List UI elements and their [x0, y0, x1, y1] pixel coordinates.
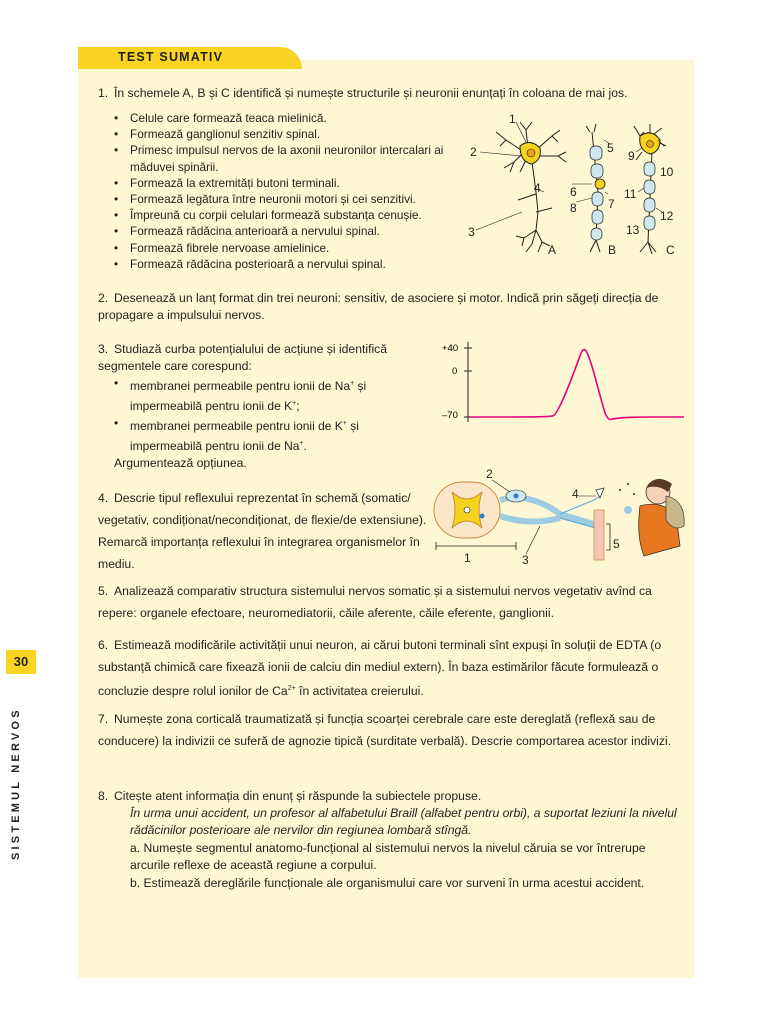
question-4 — [98, 487, 428, 575]
action-potential-chart — [440, 338, 686, 428]
neuron-label: 8 — [570, 201, 577, 215]
series-line — [470, 350, 684, 420]
list-item: • Formează la extremități butoni terminali. — [114, 175, 484, 191]
list-item: • membranei permeabile pentru ionii de Na+ și impermeabilă pentru ionii de K+; — [114, 375, 404, 415]
q1-list — [114, 110, 484, 272]
neuron-label: 3 — [468, 225, 475, 239]
q3-argument: Argumentează opțiunea. — [114, 456, 247, 470]
page-number: 30 — [6, 650, 36, 674]
q7-number: 7. — [98, 712, 109, 726]
q2-number: 2. — [98, 291, 109, 305]
q8-number: 8. — [98, 789, 109, 803]
neuron-label: 10 — [660, 165, 674, 179]
tick-label: –70 — [442, 410, 458, 421]
neuron-label: B — [608, 243, 617, 257]
neuron-label: 9 — [628, 149, 635, 163]
reflex-figure — [430, 466, 688, 566]
q8-subquestion-b: b. Estimează dereglările funcționale ale organismului care vor surveni în urma acestui accident. — [130, 876, 645, 890]
q8-text: Citește atent informația din enunț și răspunde la subiectele propuse. — [114, 789, 482, 803]
tick-label: +40 — [442, 343, 459, 354]
question-8 — [98, 788, 678, 805]
question-3 — [98, 341, 418, 375]
q3-number: 3. — [98, 342, 109, 356]
question-7 — [98, 708, 678, 752]
list-item: • Celule care formează teaca mielinică. — [114, 110, 484, 126]
q8-scenario: În urma unui accident, un profesor al alfabetului Braill (alfabet pentru orbi), a suportat leziuni la nivelul rădăcinilor posterioare ale nervilor din regiunea lombară stîngă. — [130, 806, 677, 837]
q4-number: 4. — [98, 491, 109, 505]
q2-text: Desenează un lanț format din trei neuroni: sensitiv, de asociere și motor. Indică prin săgeți direcția de propagare a impulsului nervos. — [98, 291, 659, 322]
question-2 — [98, 290, 678, 324]
reflex-label: 5 — [613, 537, 620, 551]
neuron-label: 7 — [608, 197, 615, 211]
q1-text: În schemele A, B și C identifică și numește structurile și neuronii enunțați în coloana de mai jos. — [114, 86, 628, 100]
reflex-label: 3 — [522, 553, 529, 566]
neuron-label: 11 — [624, 187, 637, 201]
list-item: • Formează rădăcina anterioară a nervului spinal. — [114, 223, 484, 239]
neuron-label: 5 — [607, 141, 614, 155]
q7-text: Numește zona corticală traumatizată și funcția scoarței cerebrale care este dereglată (reflexă sau de conducere) la indivizii ce suferă de agnozie tipică (surditate verbală). Descrie comportarea acestor indivizi. — [98, 712, 672, 748]
list-item: • Formează fibrele nervoase amielinice. — [114, 240, 484, 256]
reflex-label: 1 — [464, 551, 471, 565]
list-item: • Formează legătura între neuronii motori și cei senzitivi. — [114, 191, 484, 207]
q1-number: 1. — [98, 86, 109, 100]
q4-text: Descrie tipul reflexului reprezentat în schemă (somatic/ vegetativ, condiționat/necondiționat, de flexie/de extensiune). Remarcă importanța reflexului în integrarea organismelor în mediu. — [98, 491, 427, 571]
list-item: • membranei permeabile pentru ionii de K+ și impermeabilă pentru ionii de Na+. — [114, 415, 404, 455]
neuron-figure — [466, 112, 688, 262]
question-1 — [98, 85, 678, 102]
q3-list — [114, 375, 404, 455]
list-item: • Primesc impulsul nervos de la axonii neuronilor intercalari ai măduvei spinării. — [114, 142, 484, 174]
q5-text: Analizează comparativ structura sistemului nervos somatic și a sistemului nervos vegetativ avînd ca repere: organele efectoare, neuromediatorii, căile aferente, căile eferente, ganglionii. — [98, 584, 652, 620]
question-6: 6. Estimează modificările activității unui neuron, ai cărui butoni terminali sînt expuși în soluții de EDTA (o substanță chimică care fixează ionii de calciu din mediul extern). În baza estimărilor făcute formulează o concluzie despre rolul ionilor de $Ca^{2+}$ în activitatea creierului. — [98, 634, 678, 702]
list-item: • Formează rădăcina posterioară a nervului spinal. — [114, 256, 484, 272]
q8-subquestion-a: a. Numește segmentul anatomo-funcțional al sistemului nervos la nivelul căruia se vor întrerupe arcurile reflexe de această regiune a corpului. — [130, 841, 646, 872]
section-title: TEST SUMATIV — [118, 50, 224, 64]
neuron-label: 2 — [470, 145, 477, 159]
neuron-label: 12 — [660, 209, 674, 223]
neuron-label: A — [548, 243, 557, 257]
q3-intro: Studiază curba potențialului de acțiune și identifică segmentele care corespund: — [98, 342, 388, 373]
list-item: • Împreună cu corpii celulari formează substanța cenușie. — [114, 207, 484, 223]
neuron-label: C — [666, 243, 675, 257]
reflex-label: 4 — [572, 487, 579, 501]
q5-number: 5. — [98, 584, 109, 598]
neuron-label: 1 — [509, 112, 516, 126]
neuron-label: 6 — [570, 185, 577, 199]
question-5 — [98, 580, 678, 624]
q6-number: 6. — [98, 638, 109, 652]
reflex-label: 2 — [486, 467, 493, 481]
section-tab — [78, 47, 302, 69]
tick-label: 0 — [452, 366, 458, 377]
neuron-label: 4 — [534, 181, 541, 195]
chapter-label: SISTEMUL NERVOS — [10, 707, 22, 860]
neuron-label: 13 — [626, 223, 640, 237]
list-item: • Formează ganglionul senzitiv spinal. — [114, 126, 484, 142]
q6-text: Estimează modificările activității unui neuron, ai cărui butoni terminali sînt expuși în soluții de EDTA (o substanță chimică care fixează ionii de calciu din mediul extern). În baza estimărilor făcute formulează o concluzie despre rolul ionilor de Ca — [98, 638, 662, 699]
